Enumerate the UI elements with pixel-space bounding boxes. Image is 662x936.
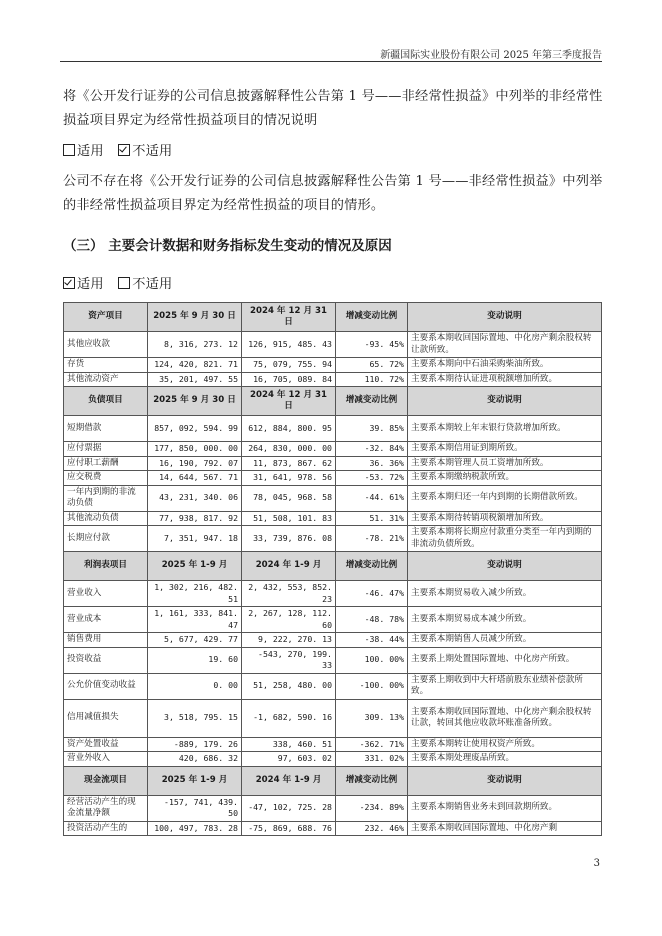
table-cell: 主要系本期归还一年内到期的长期借款所致。 <box>408 485 602 511</box>
table-cell: 126, 915, 485. 43 <box>242 332 336 358</box>
table-cell: 营业外收入 <box>64 752 148 767</box>
table-row <box>64 511 602 526</box>
column-header: 变动说明 <box>408 552 602 581</box>
table-cell: 主要系本期将长期应付款重分类至一年内到期的非流动负债所致。 <box>408 526 602 552</box>
changes-checkboxes <box>63 273 603 297</box>
table-cell: -78. 21% <box>336 526 408 552</box>
column-header: 2024 年 1-9 月 <box>242 766 336 795</box>
changes-applicable-option[interactable] <box>63 277 108 292</box>
header-divider <box>60 61 602 62</box>
column-header: 增减变动比例 <box>336 303 408 332</box>
table-cell: 主要系本期销售业务未到回款期所致。 <box>408 795 602 821</box>
table-cell: -889, 179. 26 <box>148 737 242 752</box>
table-cell: 264, 830, 000. 00 <box>242 442 336 457</box>
table-cell: 主要系本期处理废品所致。 <box>408 752 602 767</box>
table-cell: 主要系本期管理人员工资增加所致。 <box>408 456 602 471</box>
column-header: 变动说明 <box>408 303 602 332</box>
table-row <box>64 471 602 486</box>
table-cell: 主要系本期贸易成本减少所致。 <box>408 607 602 633</box>
table-row <box>64 795 602 821</box>
table-cell: 5, 677, 429. 77 <box>148 633 242 648</box>
table-row <box>64 607 602 633</box>
table-cell: 主要系本期向中石油采购柴油所致。 <box>408 358 602 373</box>
table-cell: 420, 686. 32 <box>148 752 242 767</box>
table-cell: 97, 603. 02 <box>242 752 336 767</box>
column-header: 负债项目 <box>64 387 148 416</box>
table-section-header <box>64 303 602 332</box>
table-cell: 14, 644, 567. 71 <box>148 471 242 486</box>
table-cell: 2, 432, 553, 852. 23 <box>242 581 336 607</box>
table-cell: 857, 092, 594. 99 <box>148 416 242 442</box>
table-cell: 33, 739, 876. 08 <box>242 526 336 552</box>
table-cell: -362. 71% <box>336 737 408 752</box>
table-cell: 9, 222, 270. 13 <box>242 633 336 648</box>
table-row <box>64 737 602 752</box>
table-cell: 77, 938, 817. 92 <box>148 511 242 526</box>
table-row <box>64 581 602 607</box>
table-cell: 36. 36% <box>336 456 408 471</box>
table-cell: 主要系本期收回国际置地、中化房产剩余股权转让款所致。 <box>408 332 602 358</box>
column-header: 变动说明 <box>408 387 602 416</box>
table-cell: 177, 850, 000. 00 <box>148 442 242 457</box>
table-cell: 338, 460. 51 <box>242 737 336 752</box>
applicable-checkbox-icon[interactable] <box>63 144 75 156</box>
column-header: 2025 年 9 月 30 日 <box>148 387 242 416</box>
table-cell: 0. 00 <box>148 673 242 699</box>
table-row <box>64 633 602 648</box>
table-cell: 短期借款 <box>64 416 148 442</box>
table-cell: -53. 72% <box>336 471 408 486</box>
table-cell: 331. 02% <box>336 752 408 767</box>
table-cell: 应付职工薪酬 <box>64 456 148 471</box>
column-header: 现金流项目 <box>64 766 148 795</box>
table-cell: 124, 420, 821. 71 <box>148 358 242 373</box>
table-row <box>64 752 602 767</box>
table-cell: -38. 44% <box>336 633 408 648</box>
table-cell: 75, 079, 755. 94 <box>242 358 336 373</box>
table-cell: 78, 045, 968. 58 <box>242 485 336 511</box>
table-cell: 31, 641, 978. 56 <box>242 471 336 486</box>
financial-changes-table-body <box>64 303 602 836</box>
table-row <box>64 456 602 471</box>
table-cell: 应交税费 <box>64 471 148 486</box>
table-cell: 主要系上期处置国际置地、中化房产所致。 <box>408 647 602 673</box>
nonrecurring-intro: 将《公开发行证券的公司信息披露解释性公告第 1 号——非经常性损益》中列举的非经常性损益项目界定为经常性损益项目的情况说明 <box>63 89 603 128</box>
table-row <box>64 358 602 373</box>
table-cell: 8, 316, 273. 12 <box>148 332 242 358</box>
table-cell: 16, 705, 089. 84 <box>242 372 336 387</box>
table-cell: 主要系本期较上年末银行贷款增加所致。 <box>408 416 602 442</box>
table-cell: 主要系本期缴纳税款所致。 <box>408 471 602 486</box>
table-cell: -234. 89% <box>336 795 408 821</box>
table-cell: 51, 508, 101. 83 <box>242 511 336 526</box>
changes-not-applicable-label: 不适用 <box>132 277 173 292</box>
applicable-label: 适用 <box>77 144 104 159</box>
table-cell: 信用减值损失 <box>64 699 148 737</box>
column-header: 增减变动比例 <box>336 766 408 795</box>
column-header: 2025 年 9 月 30 日 <box>148 303 242 332</box>
table-row <box>64 442 602 457</box>
table-cell: 309. 13% <box>336 699 408 737</box>
changes-not-applicable-option[interactable] <box>118 277 172 292</box>
table-section-header <box>64 387 602 416</box>
table-cell: 232. 46% <box>336 821 408 836</box>
table-cell: 51. 31% <box>336 511 408 526</box>
table-cell: 销售费用 <box>64 633 148 648</box>
table-cell: -75, 869, 688. 76 <box>242 821 336 836</box>
table-row <box>64 526 602 552</box>
table-cell: 16, 190, 792. 07 <box>148 456 242 471</box>
table-cell: 经营活动产生的现金流量净额 <box>64 795 148 821</box>
table-row <box>64 485 602 511</box>
table-cell: 19. 60 <box>148 647 242 673</box>
column-header: 2024 年 12 月 31 日 <box>242 303 336 332</box>
table-cell: 主要系上期收到中大杆塔前股东业绩补偿款所致。 <box>408 673 602 699</box>
table-cell: 3, 518, 795. 15 <box>148 699 242 737</box>
table-cell: 110. 72% <box>336 372 408 387</box>
section-heading-changes: （三） 主要会计数据和财务指标发生变动的情况及原因 <box>63 238 392 254</box>
table-cell: 1, 302, 216, 482. 51 <box>148 581 242 607</box>
column-header: 2025 年 1-9 月 <box>148 552 242 581</box>
column-header: 2025 年 1-9 月 <box>148 766 242 795</box>
table-cell: -46. 47% <box>336 581 408 607</box>
table-cell: 11, 873, 867. 62 <box>242 456 336 471</box>
table-cell: 65. 72% <box>336 358 408 373</box>
table-cell: 7, 351, 947. 18 <box>148 526 242 552</box>
table-cell: 营业成本 <box>64 607 148 633</box>
changes-applicable-checkbox-icon[interactable] <box>63 277 75 289</box>
table-row <box>64 332 602 358</box>
table-section-header <box>64 766 602 795</box>
table-cell: -32. 84% <box>336 442 408 457</box>
nonrecurring-checkboxes <box>63 140 603 164</box>
table-cell: 其他流动负债 <box>64 511 148 526</box>
table-cell: 主要系本期待认证进项税额增加所致。 <box>408 372 602 387</box>
column-header: 利润表项目 <box>64 552 148 581</box>
not-applicable-checkbox-icon[interactable] <box>118 144 130 156</box>
applicable-option[interactable] <box>63 144 108 159</box>
column-header: 资产项目 <box>64 303 148 332</box>
report-header: 新疆国际实业股份有限公司 2025 年第三季度报告 <box>380 50 602 61</box>
column-header: 2024 年 1-9 月 <box>242 552 336 581</box>
table-cell: -47, 102, 725. 28 <box>242 795 336 821</box>
table-cell: 应付票据 <box>64 442 148 457</box>
table-cell: 其他应收款 <box>64 332 148 358</box>
table-cell: 主要系本期销售人员减少所致。 <box>408 633 602 648</box>
table-cell: 35, 201, 497. 55 <box>148 372 242 387</box>
table-cell: -44. 61% <box>336 485 408 511</box>
table-cell: 投资活动产生的 <box>64 821 148 836</box>
column-header: 变动说明 <box>408 766 602 795</box>
table-cell: -100. 00% <box>336 673 408 699</box>
table-section-header <box>64 552 602 581</box>
table-cell: 其他流动资产 <box>64 372 148 387</box>
table-cell: 公允价值变动收益 <box>64 673 148 699</box>
table-row <box>64 821 602 836</box>
financial-changes-table <box>63 302 602 836</box>
column-header: 2024 年 12 月 31 日 <box>242 387 336 416</box>
table-cell: 长期应付款 <box>64 526 148 552</box>
column-header: 增减变动比例 <box>336 552 408 581</box>
nonrecurring-statement: 公司不存在将《公开发行证券的公司信息披露解释性公告第 1 号——非经常性损益》中列举的非经常性损益项目界定为经常性损益的项目的情形。 <box>63 174 603 213</box>
table-cell: 主要系本期待转销项税额增加所致。 <box>408 511 602 526</box>
not-applicable-label: 不适用 <box>132 144 173 159</box>
table-cell: 51, 258, 480. 00 <box>242 673 336 699</box>
column-header: 增减变动比例 <box>336 387 408 416</box>
table-cell: 投资收益 <box>64 647 148 673</box>
table-cell: 资产处置收益 <box>64 737 148 752</box>
table-cell: 100, 497, 783. 28 <box>148 821 242 836</box>
not-applicable-option[interactable] <box>118 144 172 159</box>
table-cell: 一年内到期的非流动负债 <box>64 485 148 511</box>
table-cell: 主要系本期贸易收入减少所致。 <box>408 581 602 607</box>
table-cell: -1, 682, 590. 16 <box>242 699 336 737</box>
table-cell: 存货 <box>64 358 148 373</box>
table-cell: 主要系本期转让使用权资产所致。 <box>408 737 602 752</box>
table-cell: 39. 85% <box>336 416 408 442</box>
table-cell: -93. 45% <box>336 332 408 358</box>
table-row <box>64 416 602 442</box>
table-row <box>64 372 602 387</box>
table-cell: 营业收入 <box>64 581 148 607</box>
table-cell: 1, 161, 333, 841. 47 <box>148 607 242 633</box>
table-cell: 43, 231, 340. 06 <box>148 485 242 511</box>
table-cell: -543, 270, 199. 33 <box>242 647 336 673</box>
table-cell: 2, 267, 128, 112. 60 <box>242 607 336 633</box>
table-cell: 612, 884, 800. 95 <box>242 416 336 442</box>
table-cell: 主要系本期收回国际置地、中化房产剩余股权转让款，转回其他应收款坏账准备所致。 <box>408 699 602 737</box>
changes-not-applicable-checkbox-icon[interactable] <box>118 277 130 289</box>
table-cell: 主要系本期信用证到期所致。 <box>408 442 602 457</box>
table-cell: -157, 741, 439. 50 <box>148 795 242 821</box>
table-cell: 100. 00% <box>336 647 408 673</box>
table-row <box>64 699 602 737</box>
changes-applicable-label: 适用 <box>77 277 104 292</box>
table-cell: -48. 78% <box>336 607 408 633</box>
page-number: 3 <box>593 858 600 869</box>
table-row <box>64 647 602 673</box>
table-row <box>64 673 602 699</box>
table-cell: 主要系本期收回国际置地、中化房产剩 <box>408 821 602 836</box>
